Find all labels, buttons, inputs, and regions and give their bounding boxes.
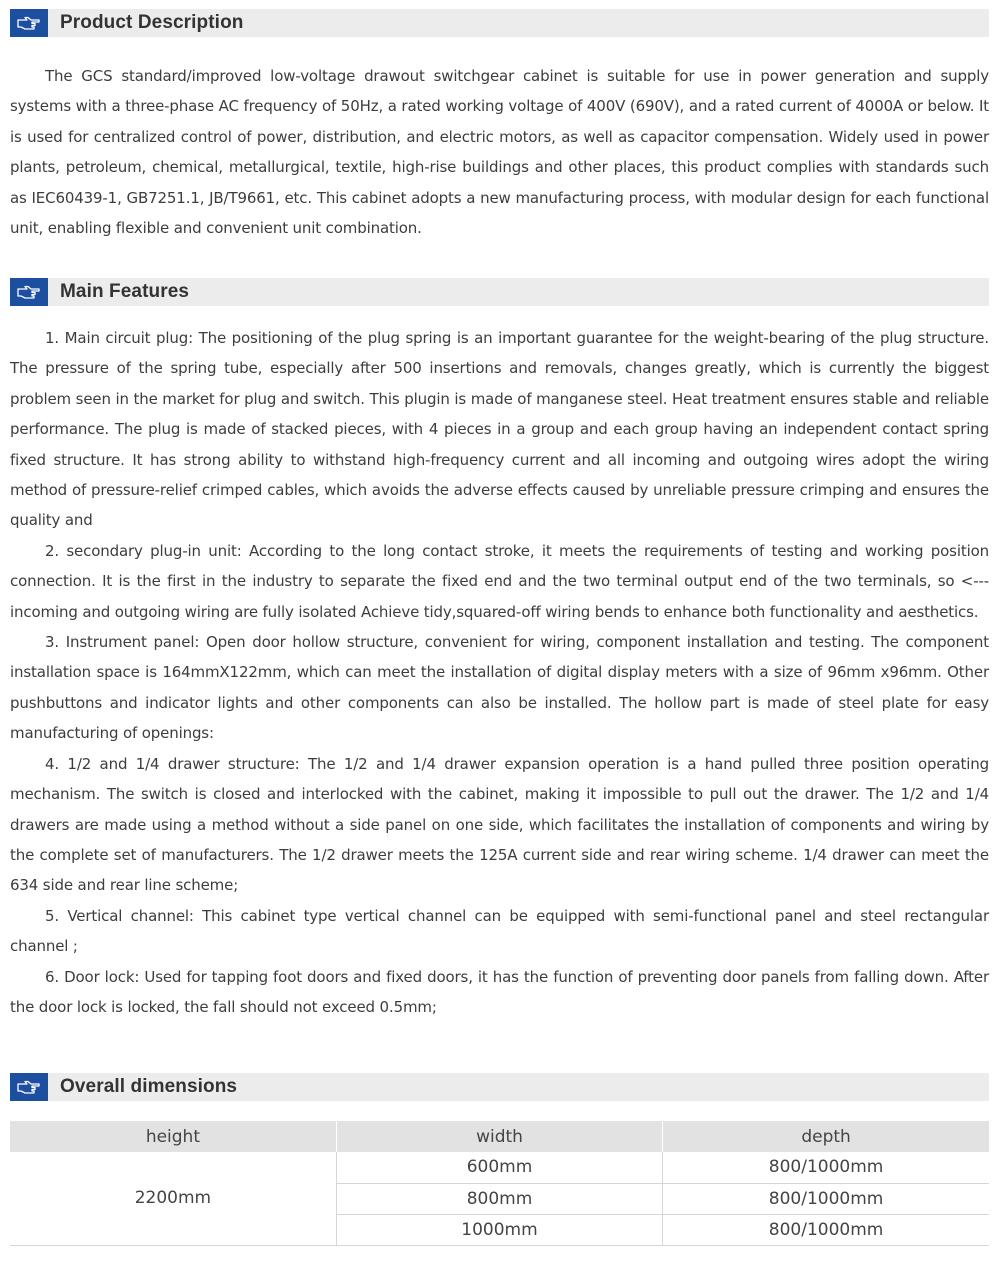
depth-cell: 800/1000mm — [663, 1183, 989, 1214]
column-header-depth: depth — [663, 1121, 989, 1152]
dimensions-table — [10, 1121, 989, 1246]
depth-cell: 800/1000mm — [663, 1152, 989, 1183]
section-header-main-features — [10, 278, 989, 306]
column-header-height: height — [10, 1121, 336, 1152]
feature-item: 3. Instrument panel: Open door hollow structure, convenient for wiring, component installation and testing. The component installation space is 164mmX122mm, which can meet the installation of digital display meters with a size of 96mm x96mm. Other pushbuttons and indicator lights and other components can also be installed. The hollow part is made of steel plate for easy manufacturing of openings: — [10, 633, 989, 743]
table-header-row — [10, 1121, 989, 1152]
paragraph: The GCS standard/improved low-voltage drawout switchgear cabinet is suitable for use in power generation and supply systems with a three-phase AC frequency of 50Hz, a rated working voltage of 400V (690V), and a rated current of 4000A or below. It is used for centralized control of power, distribution, and electric motors, as well as capacitor compensation. Widely used in power plants, petroleum, chemical, metallurgical, textile, high-rise buildings and other places, this product complies with standards such as IEC60439-1, GB7251.1, JB/T9661, etc. This cabinet adopts a new manufacturing process, with modular design for each functional unit, enabling flexible and convenient unit combination. — [10, 67, 989, 238]
section-title: Product Description — [60, 12, 244, 33]
column-header-width: width — [336, 1121, 662, 1152]
table-row — [10, 1152, 989, 1183]
feature-item: 4. 1/2 and 1/4 drawer structure: The 1/2 and 1/4 drawer expansion operation is a hand pulled three position operating mechanism. The switch is closed and interlocked with the cabinet, making it impossible to pull out the drawer. The 1/2 and 1/4 drawers are made using a method without a side panel on one side, which facilitates the installation of components and wiring by the complete set of manufacturers. The 1/2 drawer meets the 125A current side and rear wiring scheme. 1/4 drawer can meet the 634 side and rear line scheme; — [10, 754, 989, 895]
section-header-overall-dimensions — [10, 1073, 989, 1101]
feature-item: 6. Door lock: Used for tapping foot doors and fixed doors, it has the function of preventing door panels from falling down. After the door lock is locked, the fall should not exceed 0.5mm; — [10, 967, 989, 1016]
height-cell: 2200mm — [10, 1152, 336, 1245]
pointing-hand-icon — [10, 278, 48, 306]
feature-item: 2. secondary plug-in unit: According to the long contact stroke, it meets the requirements of testing and working position connection. It is the first in the industry to separate the fixed end and the two terminal output end of the two terminals, so <---incoming and outgoing wiring are fully isolated Achieve tidy,squared-off wiring bends to enhance both functionality and aesthetics. — [10, 541, 989, 621]
pointing-hand-icon — [10, 1073, 48, 1101]
feature-item: 5. Vertical channel: This cabinet type vertical channel can be equipped with semi-functional panel and steel rectangular channel ; — [10, 906, 989, 956]
main-features-list — [10, 323, 989, 1022]
section-title: Overall dimensions — [60, 1076, 238, 1097]
width-cell: 600mm — [336, 1152, 662, 1183]
section-header-product-description — [10, 9, 989, 37]
pointing-hand-icon — [10, 9, 48, 37]
feature-item: 1. Main circuit plug: The positioning of the plug spring is an important guarantee for the weight-bearing of the plug structure. The pressure of the spring tube, especially after 500 insertions and removals, changes greatly, which is currently the biggest problem seen in the market for plug and switch. This plugin is made of manganese steel. Heat treatment ensures stable and reliable performance. The plug is made of stacked pieces, with 4 pieces in a group and each group having an independent contact spring fixed structure. It has strong ability to withstand high-frequency current and all incoming and outgoing wires adopt the wiring method of pressure-relief crimped cables, which avoids the adverse effects caused by unreliable pressure crimping and ensures the quality and — [10, 329, 989, 530]
width-cell: 800mm — [336, 1183, 662, 1214]
width-cell: 1000mm — [336, 1214, 662, 1245]
section-title: Main Features — [60, 281, 190, 302]
product-description-text — [10, 61, 989, 243]
depth-cell: 800/1000mm — [663, 1214, 989, 1245]
